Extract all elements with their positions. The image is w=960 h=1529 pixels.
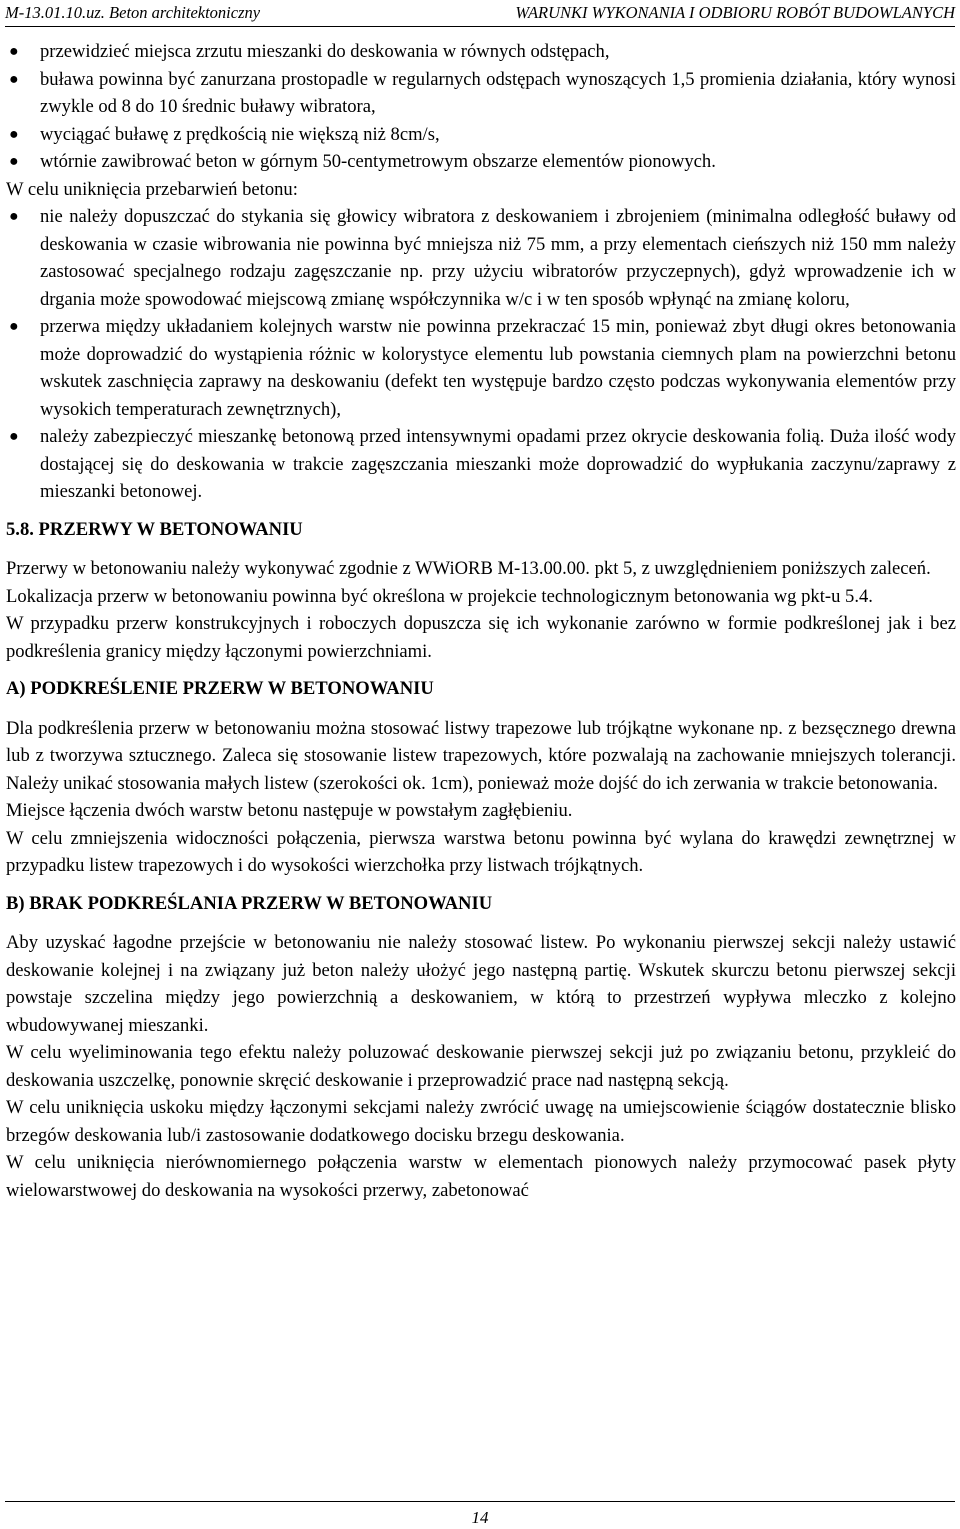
paragraph: W celu uniknięcia uskoku między łączonymi sekcjami należy zwrócić uwagę na umiejscowienie ściągów dostatecznie blisko brzegów deskowania lub/i zastosowanie dodatkowego docisku brzegu deskowania.: [6, 1097, 956, 1146]
discoloration-intro: W celu uniknięcia przebarwień betonu:: [6, 178, 298, 200]
bullet-icon: ●: [9, 125, 19, 143]
paragraph: W celu uniknięcia nierównomiernego połączenia warstw w elementach pionowych należy przymocować pasek płyty wielowarstwowej do deskowania na wysokości przerwy, zabetonować: [6, 1152, 956, 1201]
list-item-text: należy zabezpieczyć mieszankę betonową przed intensywnymi opadami przez okrycie deskowania folią. Duża ilość wody dostającej się do deskowania w trakcie zagęszczania mieszanki może doprowadzić do wypłukania zaczynu/zaprawy z mieszanki betonowej.: [40, 426, 956, 502]
header-document-title: WARUNKI WYKONANIA I ODBIORU ROBÓT BUDOWLANYCH: [515, 3, 955, 22]
list-item: [6, 148, 956, 176]
list-item-text: przewidzieć miejsca zrzutu mieszanki do deskowania w równych odstępach,: [40, 41, 610, 62]
paragraph: Dla podkreślenia przerw w betonowaniu można stosować listwy trapezowe lub trójkątne wykonane np. z bezsęcznego drewna lub z tworzywa sztucznego. Zaleca się stosowanie listew trapezowych, które pozwalają na zachowanie mniejszych tolerancji. Należy unikać stosowania małych listew (szerokości ok. 1cm), ponieważ może dojść do ich zerwania w trakcie betonowania.: [6, 717, 956, 794]
paragraph: Przerwy w betonowaniu należy wykonywać zgodnie z WWiORB M-13.00.00. pkt 5, z uwzględnieniem poniższych zaleceń.: [6, 558, 931, 579]
bullet-icon: ●: [9, 153, 19, 170]
section-heading: 5.8. PRZERWY W BETONOWANIU: [6, 518, 303, 540]
page-number: 14: [471, 1508, 489, 1527]
subsection-heading-a: A) PODKREŚLENIE PRZERW W BETONOWANIU: [6, 678, 434, 699]
paragraph: W celu wyeliminowania tego efektu należy poluzować deskowanie pierwszej sekcji już po związaniu betonu, przykleić do deskowania uszczelkę, ponownie skręcić deskowanie i przeprowadzić prace nad następną sekcją.: [6, 1042, 956, 1091]
bullet-icon: ●: [9, 428, 19, 445]
paragraph: Lokalizacja przerw w betonowaniu powinna być określona w projekcie technologicznym betonowania wg pkt-u 5.4.: [6, 585, 873, 607]
paragraph: Miejsce łączenia dwóch warstw betonu następuje w powstałym zagłębieniu.: [6, 800, 573, 821]
list-item: [6, 121, 956, 149]
list-item-text: przerwa między układaniem kolejnych warstw nie powinna przekraczać 15 min, ponieważ zbyt długi okres betonowania może doprowadzić do wystąpienia różnic w kolorystyce elementu lub powstania ciemnych plam na powierzchni betonu wskutek zaschnięcia zaprawy na deskowaniu (defekt ten występuje bardzo często podczas wykonywania elementów przy wysokich temperaturach zewnętrznych),: [40, 316, 956, 420]
list-item: [6, 38, 956, 66]
page-content: [6, 38, 956, 1204]
paragraph: Aby uzyskać łagodne przejście w betonowaniu nie należy stosować listew. Po wykonaniu pierwszej sekcji należy ustawić deskowanie kolejnej i na związany już beton należy ułożyć jego następną partię. Wskutek skurczu betonu pierwszej sekcji powstaje szczelina między jego powierzchnią a deskowaniem, w którą to przestrzeń wypływa mleczko z kolejno wbudowywanej mieszanki.: [6, 932, 956, 1036]
list-item: [6, 66, 956, 121]
paragraph: W celu zmniejszenia widoczności połączenia, pierwsza warstwa betonu powinna być wylana do krawędzi zewnętrznej w przypadku listew trapezowych i do wysokości wierzchołka przy listwach trójkątnych.: [6, 827, 956, 876]
discoloration-guidelines-list: [6, 203, 956, 506]
bullet-icon: ●: [9, 43, 19, 60]
bullet-icon: ●: [9, 70, 19, 88]
page-footer: [5, 1501, 955, 1527]
paragraph: W przypadku przerw konstrukcyjnych i roboczych dopuszcza się ich wykonanie zarówno w formie podkreślonej jak i bez podkreślenia granicy między łączonymi powierzchniami.: [6, 613, 956, 662]
list-item-text: wtórnie zawibrować beton w górnym 50-centymetrowym obszarze elementów pionowych.: [40, 151, 716, 172]
list-item: [6, 313, 956, 423]
vibration-guidelines-list: [6, 38, 956, 176]
list-item-text: wyciągać buławę z prędkością nie większą niż 8cm/s,: [40, 123, 440, 145]
page-header: [5, 2, 955, 27]
header-document-code: M-13.01.10.uz. Beton architektoniczny: [5, 3, 261, 22]
subsection-heading-b: B) BRAK PODKREŚLANIA PRZERW W BETONOWANIU: [6, 892, 493, 914]
bullet-icon: ●: [9, 318, 19, 335]
list-item-text: buława powinna być zanurzana prostopadle w regularnych odstępach wynoszących 1,5 promienia działania, który wynosi zwykle od 8 do 10 średnic buławy wibratora,: [40, 68, 956, 117]
list-item: [6, 423, 956, 506]
list-item-text: nie należy dopuszczać do stykania się głowicy wibratora z deskowaniem i zbrojeniem (minimalna odległość buławy od deskowania w czasie wibrowania nie powinna być mniejsza niż 75 mm, a przy elementach cieńszych niż 150 mm należy zastosować specjalnego rodzaju zagęszczanie np. przy użyciu wibratorów przyczepnych), gdyż wprowadzenie ich w drgania może spowodować miejscową zmianę współczynnika w/c i w ten sposób wpłynąć na zmianę koloru,: [40, 206, 956, 310]
bullet-icon: ●: [9, 208, 19, 225]
list-item: [6, 203, 956, 313]
